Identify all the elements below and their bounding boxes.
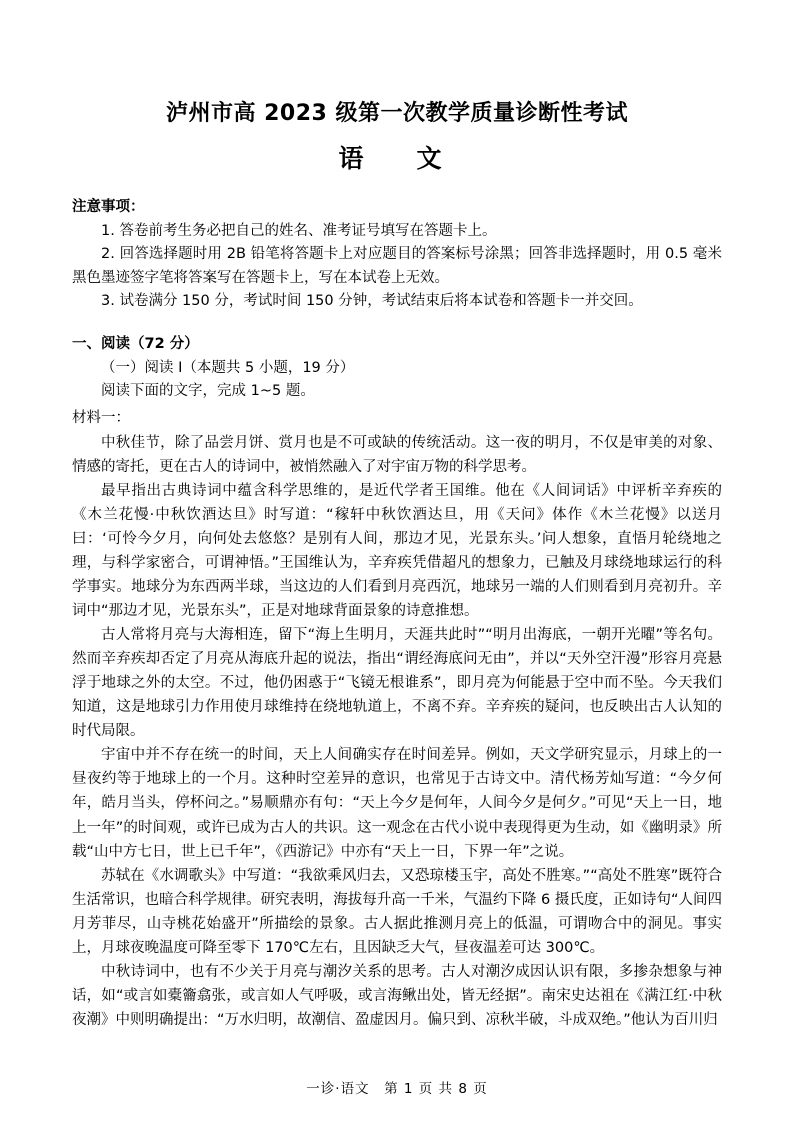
subject-title: 语 文 <box>338 144 456 173</box>
material-label: 材料一： <box>72 409 130 426</box>
subsection-heading: （一）阅读 I（本题共 5 小题，19 分） <box>101 359 355 376</box>
page-title: 泸州市高 2023 级第一次教学质量诊断性考试 <box>165 101 629 126</box>
body-paragraph: 最早指出古典诗词中蕴含科学思维的，是近代学者王国维。他在《人间词话》中评析辛弃疾的《木兰花慢·中秋饮酒达旦》时写道：“稼轩中秋饮酒达旦，用《天问》体作《木兰花慢》以送月曰：‘可怜今夕月，向何处去悠悠？是别有人间，那边才见，光景东头。’问人想象，直悟月轮绕地之理，与科学家密合，可谓神悟。”王国维认为，辛弃疾凭借超凡的想象力，已触及月球绕地球运行的科学事实。地球分为东西两半球，当这边的人们看到月亮西沉，地球另一端的人们则看到月亮初升。辛词中“那边才见，光景东头”，正是对地球背面景象的诗意推想。 <box>72 482 722 619</box>
body-paragraph: 苏轼在《水调歌头》中写道：“我欲乘风归去，又恐琼楼玉宇，高处不胜寒。”“高处不胜寒”既符合生活常识，也暗合科学规律。研究表明，海拔每升高一千米，气温约下降 6 摄氏度，正如诗句“人间四月芳菲尽，山寺桃花始盛开”所描绘的景象。古人据此推测月亮上的低温，可谓吻合中的洞见。事实上，月球夜晚温度可降至零下 170℃左右，且因缺乏大气，昼夜温差可达 300℃。 <box>72 867 722 956</box>
page-footer: 一诊·语文 第 1 页 共 8 页 <box>306 1081 488 1097</box>
body-paragraph: 古人常将月亮与大海相连，留下“海上生明月，天涯共此时”“明月出海底，一朝开光曜”等名句。然而辛弃疾却否定了月亮从海底升起的说法，指出“谓经海底问无由”，并以“天外空汗漫”形容月亮悬浮于地球之外的太空。不过，他仍困惑于“飞镜无根谁系”，即月亮为何能悬于空中而不坠。今天我们知道，这是地球引力作用使月球维持在绕地轨道上，不离不弃。辛弃疾的疑问，也反映出古人认知的时代局限。 <box>72 627 722 740</box>
body-paragraph: 中秋佳节，除了品尝月饼、赏月也是不可或缺的传统活动。这一夜的明月，不仅是审美的对象、情感的寄托，更在古人的诗词中，被悄然融入了对宇宙万物的科学思考。 <box>72 434 722 475</box>
section-heading: 一、阅读（72 分） <box>72 335 199 352</box>
notice-item: 3. 试卷满分 150 分，考试时间 150 分钟，考试结束后将本试卷和答题卡一并交回。 <box>101 293 643 310</box>
notice-heading: 注意事项： <box>72 199 145 215</box>
notice-item: 2. 回答选择题时用 2B 铅笔将答题卡上对应题目的答案标号涂黑；回答非选择题时，用 0.5 毫米黑色墨迹签字笔将答案写在答题卡上，写在本试卷上无效。 <box>72 246 722 286</box>
notice-item: 1. 答卷前考生务必把自己的姓名、准考证号填写在答题卡上。 <box>101 223 497 239</box>
body-paragraph: 宇宙中并不存在统一的时间，天上人间确实存在时间差异。例如，天文学研究显示，月球上的一昼夜约等于地球上的一个月。这种时空差异的意识，也常见于古诗文中。清代杨芳灿写道：“今夕何年，皓月当头，停杯问之。”易顺鼎亦有句：“天上今夕是何年，人间今夕是何夕。”可见“天上一日，地上一年”的时间观，或许已成为古人的共识。这一观念在古代小说中表现得更为生动，如《幽明录》所载“山中方七日，世上已千年”，《西游记》中亦有“天上一日，下界一年”之说。 <box>72 747 722 860</box>
reading-instruction: 阅读下面的文字，完成 1~5 题。 <box>101 383 315 400</box>
body-paragraph: 中秋诗词中，也有不少关于月亮与潮汐关系的思考。古人对潮汐成因认识有限，多掺杂想象与神话，如“或言如橐籥翕张，或言如人气呼吸，或言海鳅出处，皆无经据”。南宋史达祖在《满江红·中秋夜潮》中则明确提出：“万水归明，故潮信、盈虚因月。偏只到、凉秋半破，斗成双绝。”他认为百川归 <box>72 963 722 1029</box>
